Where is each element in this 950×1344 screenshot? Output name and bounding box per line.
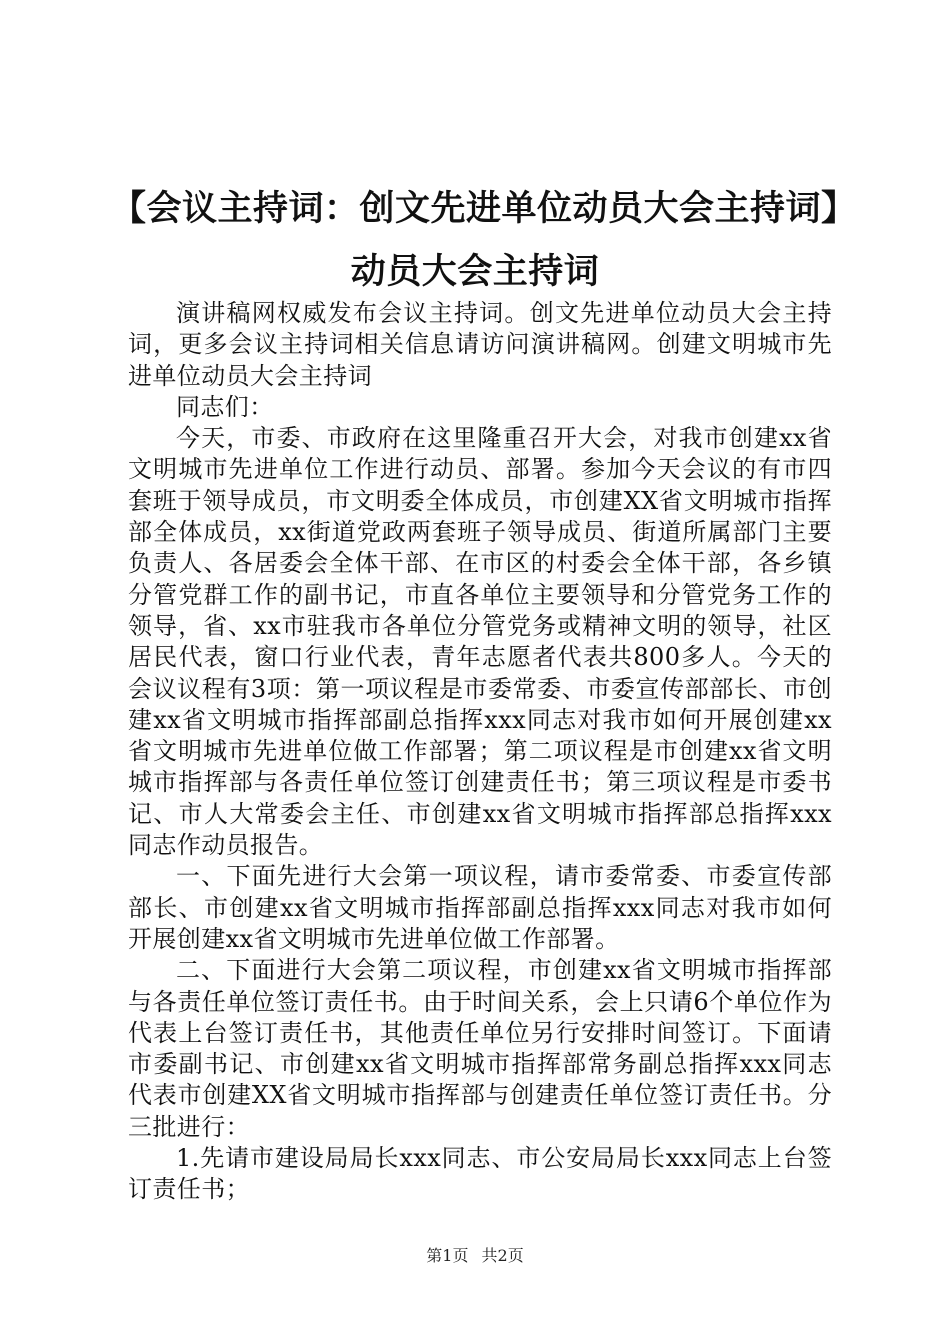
page-total: 共2页 (481, 1246, 524, 1265)
page-footer (0, 1245, 950, 1267)
document-body (128, 298, 832, 1206)
paragraph-item-one: 一、下面先进行大会第一项议程，请市委常委、市委宣传部部长、市创建xx省文明城市指挥部副总指挥xxx同志对我市如何开展创建xx省文明城市先进单位做工作部署。 (128, 862, 832, 953)
paragraph-batch-one: 1.先请市建设局局长xxx同志、市公安局局长xxx同志上台签订责任书； (128, 1144, 832, 1204)
paragraph-intro: 演讲稿网权威发布会议主持词。创文先进单位动员大会主持词，更多会议主持词相关信息请访问演讲稿网。创建文明城市先进单位动员大会主持词 (128, 299, 832, 390)
paragraph-salutation: 同志们： (176, 392, 274, 421)
page-number: 第1页 (426, 1246, 469, 1265)
paragraph-agenda: 今天，市委、市政府在这里隆重召开大会，对我市创建xx省文明城市先进单位工作进行动员、部署。参加今天会议的有市四套班于领导成员，市文明委全体成员，市创建XX省文明城市指挥部全体成员，xx街道党政两套班子领导成员、街道所属部门主要负责人、各居委会全体干部、在市区的村委会全体干部，各乡镇分管党群工作的副书记，市直各单位主要领导和分管党务工作的领导，省、xx市驻我市各单位分管党务或精神文明的领导，社区居民代表，窗口行业代表，青年志愿者代表共800多人。今天的会议议程有3项：第一项议程是市委常委、市委宣传部部长、市创建xx省文明城市指挥部副总指挥xxx同志对我市如何开展创建xx省文明城市先进单位做工作部署；第二项议程是市创建xx省文明城市指挥部与各责任单位签订创建责任书；第三项议程是市委书记、市人大常委会主任、市创建xx省文明城市指挥部总指挥xxx同志作动员报告。 (128, 424, 832, 860)
paragraph-item-two: 二、下面进行大会第二项议程，市创建xx省文明城市指挥部与各责任单位签订责任书。由于时间关系，会上只请6个单位作为代表上台签订责任书，其他责任单位另行安排时间签订。下面请市委副书记、市创建xx省文明城市指挥部常务副总指挥xxx同志代表市创建XX省文明城市指挥部与创建责任单位签订责任书。分三批进行： (128, 956, 832, 1141)
document-title: 【会议主持词：创文先进单位动员大会主持词】动员大会主持词 (110, 189, 839, 292)
